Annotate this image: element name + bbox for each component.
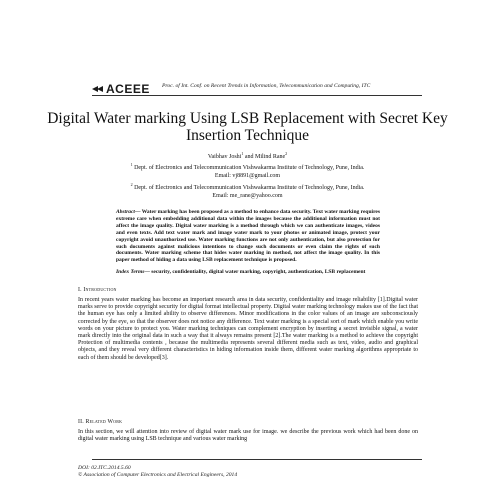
aceee-logo [92,82,150,96]
logo-text: ACEEE [106,82,150,96]
copyright-line: © Association of Computer Electronics and Electrical Engineers, 2014 [78,472,238,478]
email-2: Email: me_rane@yahoo.com [212,192,283,199]
section-heading-related-work: II. Related Work [78,419,123,425]
index-terms: Index Terms— security, confidentiality, digital water marking, copyright, authentication, LSB replacement [116,269,366,275]
footer-rule [92,459,422,460]
introduction-text: In recent years water marking has become an important research area in data security, confidentiality and image reliability [1].Digital water marks serve to provide copyright security for digital format intellectual property. Digital water marking technology makes use of the fact that the human eye has only a limited ability to observe differences. Minor modifications in the color values of an image are subconsciously corrected by the eye, so that the observer does not notice any difference. Text water marking is a special sort of mark which enable you write words on your picture to protect you. Water marking techniques can complement encryption by inserting a secret invisible signal, a water mark directly into the original data in such a way that it always remains present [2].The water marking is a method to achieve the copyright Protection of multimedia contents , because the multimedia represents several different media such as text, video, audio and graphical objects, and they reveal very different characteristics in hiding information inside them, different water marking algorithms appropriate to each of them should be developed[3]. [78,297,418,361]
aceee-logo-icon [92,83,104,95]
affiliation-1: $^1$ Dept. of Electronics and Telecommunication Vishwakarma Institute of Technology, Pune, India. [130,162,365,172]
section-heading-introduction: I. Introduction [78,287,117,293]
affiliation-2: $^2$ Dept. of Electronics and Telecommunication Vishwakarma Institute of Technology, Pune, India. [130,181,365,191]
author-names: Vaibhav Joshi$^1$ and Milind Rane$^2$ [207,151,288,160]
footer [78,465,237,479]
email-1: Email: vj8891@gmail.com [214,173,281,180]
authors-block [60,150,435,200]
proceedings-line: Proc. of Int. Conf. on Recent Trends in Information, Telecommunication and Computing, ITC [162,83,371,89]
related-work-text: In this section, we will attention into review of digital water mark use for image. we describe the previous work which had been done on digital water marking using LSB technique and various water marking [78,429,418,443]
paper-title: Digital Water marking Using LSB Replacement with Secret Key Insertion Technique [47,110,448,144]
abstract: Abstract— Water marking has been proposed as a method to enhance data security. Text water marking requires extreme care when embedding additional data within the images because the additional information must not affect the image quality. Digital water marking is a method through which we can authenticate images, videos and even texts. Add text water mark and image water mark to your photos or animated image, protect your copyright avoid unauthorized use. Water marking functions are not only authentication, but also protection for such documents against malicious intentions to change such documents or even claim the rights of such documents. Water marking scheme that hides water marking in method, not affect the image quality. In this paper method of hiding a data using LSB replacement technique is proposed. [116,209,380,264]
header-rule [92,95,422,96]
doi-line: DOI: 02.ITC.2014.5.60 [78,465,131,471]
